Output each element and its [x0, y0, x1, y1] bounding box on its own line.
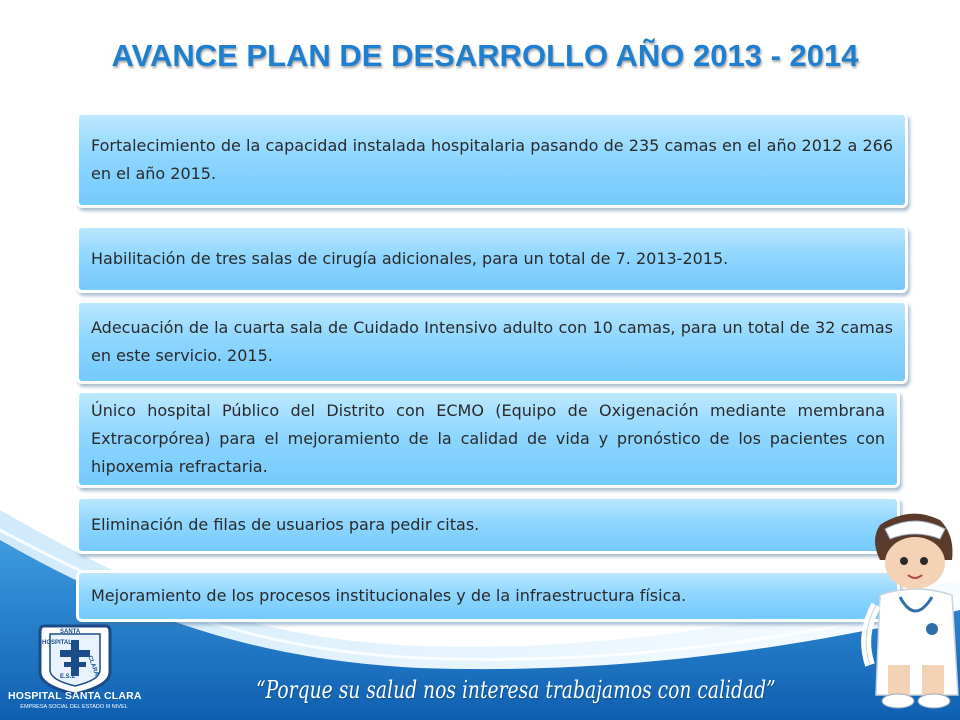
seal-bottom-text: E.S.E	[60, 674, 76, 680]
list-item	[76, 570, 900, 622]
list-item-text: Fortalecimiento de la capacidad instalada hospitalaria pasando de 235 camas en el año 2012 a 266 en el año 2015.	[91, 136, 893, 183]
nurse-mascot-icon	[840, 505, 960, 715]
seal-top-text: SANTA	[60, 629, 81, 635]
list-item	[76, 300, 908, 384]
logo-subtitle: EMPRESA SOCIAL DEL ESTADO III NIVEL	[20, 704, 128, 710]
list-item	[76, 390, 900, 488]
seal-left-text: HOSPITAL	[42, 640, 72, 646]
list-item-text: Habilitación de tres salas de cirugía adicionales, para un total de 7. 2013-2015.	[91, 249, 729, 268]
list-item-text: Adecuación de la cuarta sala de Cuidado Intensivo adulto con 10 camas, para un total de 32 camas en este servicio. 2015.	[91, 318, 893, 365]
list-item-text: Eliminación de filas de usuarios para pedir citas.	[91, 515, 480, 534]
page-title: AVANCE PLAN DE DESARROLLO AÑO 2013 - 2014	[111, 38, 859, 73]
list-item	[76, 112, 908, 208]
slogan: “Porque su salud nos interesa trabajamos con calidad”	[256, 676, 776, 704]
list-item	[76, 496, 900, 554]
seal-right-text: CLARA	[86, 655, 100, 677]
list-item-text: Mejoramiento de los procesos institucionales y de la infraestructura física.	[91, 586, 687, 605]
list-item-text: Único hospital Público del Distrito con ECMO (Equipo de Oxigenación mediante membrana Extracorpórea) para el mejoramiento de la calidad de vida y pronóstico de los pacientes con hipoxemia refractaria.	[91, 401, 885, 476]
list-item	[76, 225, 908, 293]
logo-name: HOSPITAL SANTA CLARA	[8, 690, 142, 702]
